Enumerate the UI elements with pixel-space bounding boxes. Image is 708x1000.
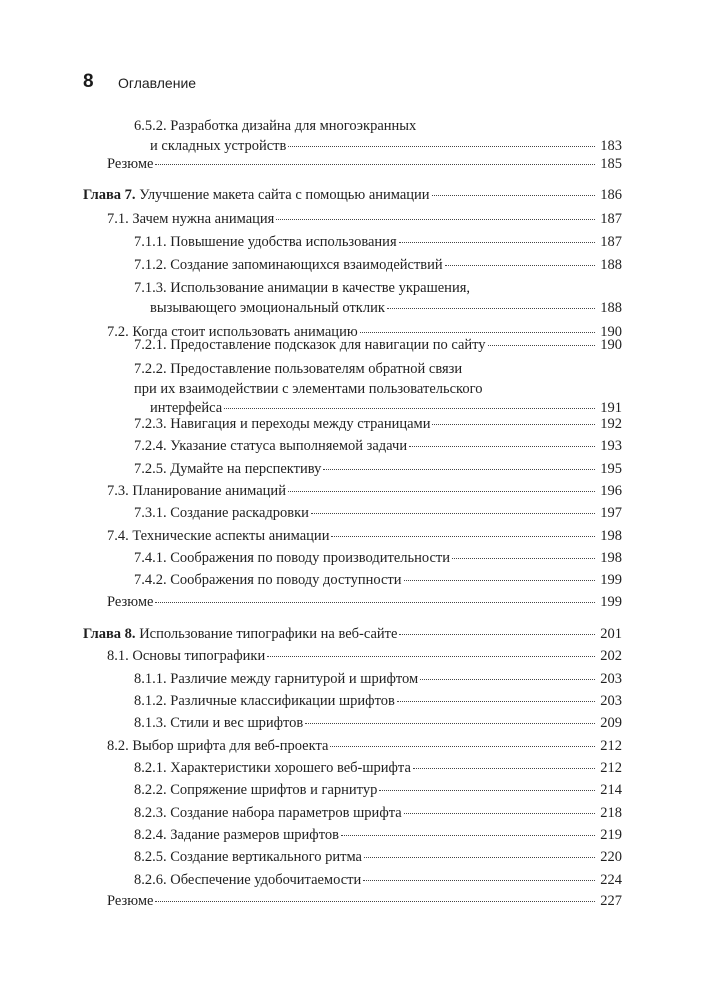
toc-page-number: 212 — [600, 760, 622, 776]
toc-entry — [134, 415, 622, 435]
toc-entry — [134, 670, 622, 690]
toc-entry — [134, 549, 622, 569]
toc-page-number: 191 — [600, 400, 622, 416]
toc-page-number: 190 — [600, 337, 622, 353]
page-number: 8 — [83, 71, 94, 92]
toc-page-number: 185 — [600, 156, 622, 172]
toc-entry — [83, 625, 622, 645]
toc-entry-title: 8.2. Выбор шрифта для веб-проекта — [107, 738, 329, 754]
toc-entry-title: 7.2. Когда стоит использовать анимацию — [107, 324, 358, 340]
toc-page-number: 187 — [600, 234, 622, 250]
toc-entry-title: 7.1.1. Повышение удобства использования — [134, 234, 397, 250]
toc-page-number: 203 — [600, 671, 622, 687]
toc-page-number: 186 — [600, 187, 622, 203]
toc-page-number: 218 — [600, 805, 622, 821]
dot-leader — [288, 146, 595, 147]
toc-entry — [107, 210, 622, 230]
toc-entry — [134, 279, 622, 318]
toc-entry-title: 7.2.3. Навигация и переходы между страницами — [134, 416, 431, 432]
toc-page-number: 197 — [600, 505, 622, 521]
toc-entry — [134, 233, 622, 253]
toc-page-number: 212 — [600, 738, 622, 754]
toc-entry-title: 8.1.2. Различные классификации шрифтов — [134, 693, 395, 709]
toc-page-number: 220 — [600, 849, 622, 865]
dot-leader — [311, 513, 595, 514]
toc-entry-title: 8.2.5. Создание вертикального ритма — [134, 849, 362, 865]
dot-leader — [276, 219, 595, 220]
toc-entry — [134, 804, 622, 824]
toc-entry-title: 7.4.2. Соображения по поводу доступности — [134, 572, 402, 588]
toc-entry-title: 8.1.3. Стили и вес шрифтов — [134, 715, 304, 731]
dot-leader — [364, 857, 595, 858]
toc-page-number: 192 — [600, 416, 622, 432]
toc-page-number: 199 — [600, 572, 622, 588]
toc-page-number: 195 — [600, 461, 622, 477]
dot-leader — [404, 580, 595, 581]
toc-page-number: 183 — [600, 137, 622, 154]
toc-entry — [134, 117, 622, 156]
toc-page-number: 227 — [600, 893, 622, 909]
toc-page-number: 203 — [600, 693, 622, 709]
toc-page-number: 202 — [600, 648, 622, 664]
toc-entry-title: и складных устройств — [150, 137, 287, 154]
toc-entry-title: Резюме — [107, 156, 154, 172]
toc-entry-title: 7.1.2. Создание запоминающихся взаимодействий — [134, 257, 443, 273]
dot-leader — [155, 901, 595, 902]
toc-page-number: 224 — [600, 872, 622, 888]
toc-entry — [134, 360, 622, 419]
dot-leader — [452, 558, 595, 559]
toc-entry — [107, 482, 622, 502]
toc-page-number: 188 — [600, 299, 622, 316]
toc-entry — [107, 737, 622, 757]
dot-leader — [413, 768, 595, 769]
toc-page-number: 219 — [600, 827, 622, 843]
running-title: Оглавление — [118, 75, 197, 91]
toc-entry — [134, 871, 622, 891]
toc-entry-title: 7.4.1. Соображения по поводу производительности — [134, 550, 451, 566]
toc-entry — [107, 155, 622, 175]
toc-entry-title: Глава 7. Улучшение макета сайта с помощью анимации — [83, 187, 430, 203]
toc-entry — [134, 336, 622, 356]
toc-entry-title: 7.2.4. Указание статуса выполняемой задачи — [134, 438, 408, 454]
toc-entry-title: 8.2.6. Обеспечение удобочитаемости — [134, 872, 362, 888]
toc-entry-title: 7.2.1. Предоставление подсказок для навигации по сайту — [134, 337, 486, 353]
dot-leader — [288, 491, 595, 492]
toc-entry-title: 8.2.4. Задание размеров шрифтов — [134, 827, 339, 843]
toc-entry — [134, 460, 622, 480]
dot-leader — [341, 835, 595, 836]
toc-entry — [83, 186, 622, 206]
toc-entry-title: 7.3. Планирование анимаций — [107, 483, 286, 499]
toc-entry — [134, 714, 622, 734]
dot-leader — [432, 195, 595, 196]
toc-entry-title: 7.1. Зачем нужна анимация — [107, 211, 275, 227]
dot-leader — [399, 634, 595, 635]
toc-page-number: 199 — [600, 594, 622, 610]
dot-leader — [331, 536, 595, 537]
toc-entry — [107, 647, 622, 667]
toc-entry — [107, 527, 622, 547]
toc-page-number: 188 — [600, 257, 622, 273]
dot-leader — [399, 242, 595, 243]
toc-entry-line: 6.5.2. Разработка дизайна для многоэкранных — [134, 118, 417, 134]
toc-entry-title: вызывающего эмоциональный отклик — [150, 299, 385, 316]
toc-page-number: 201 — [600, 626, 622, 642]
toc-page-number: 209 — [600, 715, 622, 731]
dot-leader — [155, 164, 595, 165]
toc-entry — [107, 593, 622, 613]
toc-entry-title: 8.2.3. Создание набора параметров шрифта — [134, 805, 402, 821]
dot-leader — [305, 723, 595, 724]
toc-entry — [134, 692, 622, 712]
toc-entry-title: 8.1. Основы типографики — [107, 648, 266, 664]
dot-leader — [379, 790, 595, 791]
toc-entry-title: Резюме — [107, 893, 154, 909]
dot-leader — [224, 408, 595, 409]
toc-page-number: 214 — [600, 782, 622, 798]
dot-leader — [420, 679, 595, 680]
chapter-label: Глава 7. — [83, 187, 136, 203]
toc-entry-title: 8.2.2. Сопряжение шрифтов и гарнитур — [134, 782, 378, 798]
toc-entry-title: Глава 8. Использование типографики на веб-сайте — [83, 626, 398, 642]
dot-leader — [330, 746, 595, 747]
toc-entry — [107, 892, 622, 912]
dot-leader — [409, 446, 595, 447]
toc-entry-title: 8.1.1. Различие между гарнитурой и шрифтом — [134, 671, 419, 687]
toc-entry — [134, 504, 622, 524]
dot-leader — [360, 332, 595, 333]
toc-entry — [134, 848, 622, 868]
toc-entry-title: 7.2.5. Думайте на перспективу — [134, 461, 322, 477]
toc-page-number: 193 — [600, 438, 622, 454]
toc-page-number: 190 — [600, 324, 622, 340]
toc-page-number: 198 — [600, 550, 622, 566]
toc-entry-title: Резюме — [107, 594, 154, 610]
dot-leader — [267, 656, 595, 657]
toc-entry — [134, 571, 622, 591]
toc-entry-title: 8.2.1. Характеристики хорошего веб-шрифта — [134, 760, 411, 776]
dot-leader — [445, 265, 595, 266]
toc-entry-line: 7.2.2. Предоставление пользователям обратной связи — [134, 361, 463, 377]
dot-leader — [432, 424, 595, 425]
toc-page-number: 196 — [600, 483, 622, 499]
toc-entry — [134, 826, 622, 846]
toc-page-number: 187 — [600, 211, 622, 227]
dot-leader — [404, 813, 595, 814]
toc-entry — [134, 759, 622, 779]
toc-entry-line: 7.1.3. Использование анимации в качестве украшения, — [134, 280, 470, 296]
toc-entry-title: 7.3.1. Создание раскадровки — [134, 505, 309, 521]
dot-leader — [387, 308, 595, 309]
toc-entry-title: интерфейса — [150, 400, 223, 416]
dot-leader — [155, 602, 595, 603]
dot-leader — [323, 469, 595, 470]
toc-entry — [134, 437, 622, 457]
toc-entry-title: 7.4. Технические аспекты анимации — [107, 528, 330, 544]
dot-leader — [488, 345, 595, 346]
toc-page-number: 198 — [600, 528, 622, 544]
toc-entry — [134, 256, 622, 276]
dot-leader — [397, 701, 595, 702]
chapter-label: Глава 8. — [83, 626, 136, 642]
dot-leader — [363, 880, 595, 881]
toc-entry-line: при их взаимодействии с элементами пользовательского — [134, 380, 483, 397]
toc-entry — [134, 781, 622, 801]
